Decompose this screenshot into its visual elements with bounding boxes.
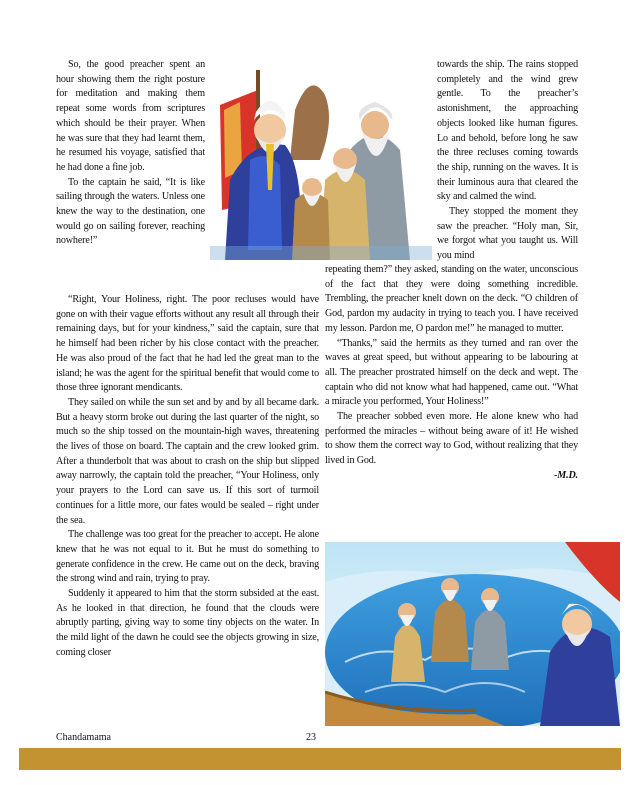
col2-main bbox=[325, 263, 578, 484]
preacher-recluses-illustration bbox=[210, 50, 432, 260]
recluses-on-waves-illustration bbox=[325, 542, 620, 726]
paragraph: So, the good preacher spent an hour showing them the right posture for meditation and making them repeat some words from scriptures which should be their prayer. When he was sure that they had learnt them, he resumed his voyage, satisfied that he had done a fine job. bbox=[56, 59, 205, 173]
paragraph: “Thanks,” said the hermits as they turned and ran over the waves at great speed, but without appearing to be labouring at all. The preacher prostrated himself on the deck and wept. The captain who did not know what had happened, came out. “What a miracle you performed, Your Holiness!” bbox=[325, 337, 578, 408]
illustration-svg bbox=[325, 542, 620, 726]
col1-main bbox=[56, 293, 319, 661]
col1-top bbox=[56, 58, 205, 249]
paragraph: To the captain he said, “It is like sailing through the waters. Unless one knew the way to the destination, one would go on sailing forever, reaching nowhere!” bbox=[56, 176, 205, 247]
paragraph: They stopped the moment they saw the preacher. “Holy man, Sir, we forgot what you taught us. Will you mind bbox=[437, 206, 578, 262]
paragraph: The challenge was too great for the preacher to accept. He alone knew that he was not equal to it. But he must do something to generate confidence in the crew. He came out on the deck, braving the strong wind and rain, trying to pray. bbox=[56, 529, 319, 585]
magazine-name: Chandamama bbox=[56, 732, 111, 743]
paragraph: “Right, Your Holiness, right. The poor recluses would have gone on with their vague efforts without any result all through their remaining days, but for your kindness,” said the captain, sure that he himself had been richer by his close contact with the preacher. He was also proud of the fact that he had led the great man to the island; he was the agent for the spiritual benefit that would come to those three ignorant mendicants. bbox=[56, 294, 319, 394]
paragraph: repeating them?” they asked, standing on the water, unconscious of the fact that they were doing something incredible. Trembling, the preacher knelt down on the deck. “O children of God, pardon my audacity in trying to teach you. I have received my lesson. Pardon me, O pardon me!” he managed to mutter. bbox=[325, 264, 578, 334]
paragraph: They sailed on while the sun set and by and by all became dark. But a heavy storm broke out during the last quarter of the night, so much so the ship tossed on the mountain-high waves, threatening the lives of those on board. The captain and the crew looked grim. After a thunderbolt that was about to crash on the ship but slipped away narrowly, the captain told the preacher, “Your Holiness, only your prayers to the Lord can save us. If this sort of turmoil continues for a little more, our fates would be sealed – right under the sea. bbox=[56, 396, 319, 526]
footer-bar bbox=[19, 748, 621, 770]
col2-top bbox=[437, 58, 578, 264]
paragraph: towards the ship. The rains stopped completely and the wind grew gentle. To the preacher’s astonishment, the approaching objects looked like human figures. Lo and behold, before long he saw the three recluses coming towards the ship, running on the waves. It is their luminous aura that cleared the sky and calmed the wind. bbox=[437, 59, 578, 203]
page-number: 23 bbox=[306, 732, 316, 743]
paragraph: Suddenly it appeared to him that the storm subsided at the east. As he looked in that direction, he found that the clouds were abruptly parting, giving way to some tiny objects on the water. In the mild light of the dawn he could see the objects growing in size, coming closer bbox=[56, 588, 319, 658]
paragraph: The preacher sobbed even more. He alone knew who had performed the miracles – without being aware of it! He wished to show them the correct way to God, without realizing that they lived in God. bbox=[325, 411, 578, 467]
illustration-svg bbox=[210, 50, 432, 260]
author-signature: -M.D. bbox=[554, 469, 578, 481]
